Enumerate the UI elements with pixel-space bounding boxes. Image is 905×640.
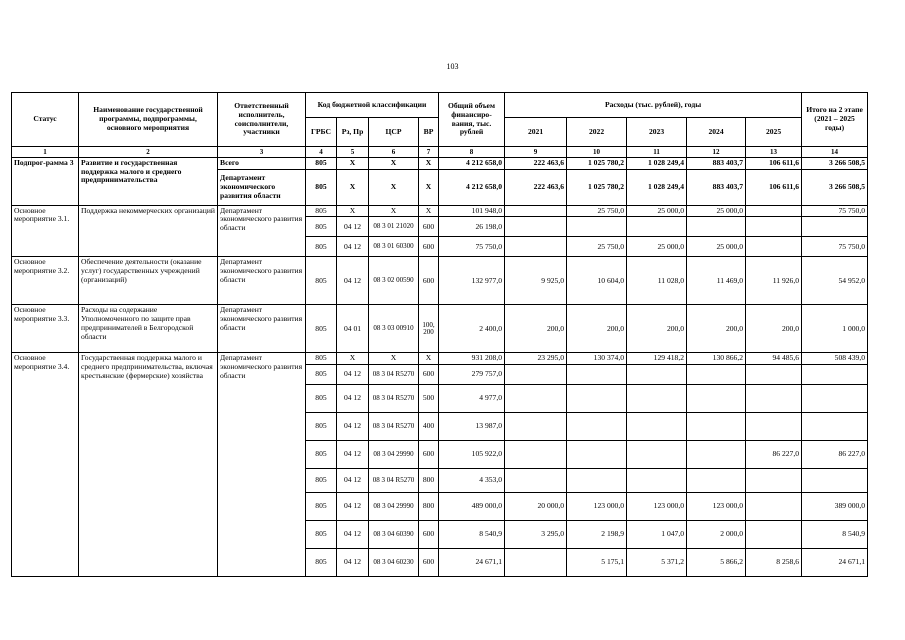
cell-vr: 800 [419, 469, 439, 493]
cell-2023: 5 371,2 [627, 549, 687, 577]
cell-total: 489 000,0 [439, 493, 505, 521]
cell-2025 [746, 469, 802, 493]
cell-rzpr: 04 12 [337, 413, 369, 441]
header-status: Статус [12, 93, 79, 147]
cell-total: 75 750,0 [439, 237, 505, 257]
cell-csr: 08 3 03 00910 [369, 305, 419, 353]
cell-2022: 25 750,0 [567, 237, 627, 257]
col-number: 10 [567, 147, 627, 158]
cell-2025 [746, 385, 802, 413]
cell-rzpr: 04 01 [337, 305, 369, 353]
row-status: Основное мероприятие 3.1. [12, 205, 79, 257]
cell-csr: X [369, 353, 419, 365]
cell-total: 132 977,0 [439, 257, 505, 305]
table-row [12, 305, 868, 353]
cell-total: 279 757,0 [439, 365, 505, 385]
cell-vr: 600 [419, 237, 439, 257]
header-total-funding: Общий объем финансиро-вания, тыс. рублей [439, 93, 505, 147]
cell-csr: X [369, 158, 419, 170]
cell-2023: 129 418,2 [627, 353, 687, 365]
cell-2022: 25 750,0 [567, 205, 627, 217]
cell-csr: 08 3 04 29990 [369, 493, 419, 521]
row-executor: Департамент экономического развития области [218, 205, 306, 257]
cell-rzpr: X [337, 158, 369, 170]
cell-2022: 200,0 [567, 305, 627, 353]
cell-2023: 11 028,0 [627, 257, 687, 305]
cell-stage-total: 75 750,0 [802, 205, 868, 217]
cell-2021: 23 295,0 [505, 353, 567, 365]
cell-vr: 800 [419, 493, 439, 521]
col-number: 7 [419, 147, 439, 158]
cell-csr: X [369, 205, 419, 217]
cell-vr: 600 [419, 549, 439, 577]
cell-grbs: 805 [306, 305, 337, 353]
row-name: Государственная поддержка малого и среднего предпринимательства, включая крестьянские (фермерские) хозяйства [79, 353, 218, 577]
col-number: 14 [802, 147, 868, 158]
cell-total: 4 353,0 [439, 469, 505, 493]
cell-csr: 08 3 04 R5270 [369, 469, 419, 493]
cell-2021 [505, 549, 567, 577]
cell-rzpr: 04 12 [337, 493, 369, 521]
cell-2022: 10 604,0 [567, 257, 627, 305]
row-name: Развитие и государственная поддержка малого и среднего предпринимательства [79, 158, 218, 206]
cell-grbs: 805 [306, 353, 337, 365]
cell-2024 [687, 365, 746, 385]
cell-rzpr: 04 12 [337, 237, 369, 257]
cell-2025: 8 258,6 [746, 549, 802, 577]
cell-stage-total: 54 952,0 [802, 257, 868, 305]
cell-2025: 106 611,6 [746, 169, 802, 205]
cell-total: 105 922,0 [439, 441, 505, 469]
cell-stage-total [802, 385, 868, 413]
header-year-2024: 2024 [687, 118, 746, 147]
cell-2022: 2 198,9 [567, 521, 627, 549]
cell-grbs: 805 [306, 413, 337, 441]
cell-grbs: 805 [306, 158, 337, 170]
cell-vr: 100, 200 [419, 305, 439, 353]
cell-2023 [627, 469, 687, 493]
cell-2022 [567, 413, 627, 441]
cell-2024: 5 866,2 [687, 549, 746, 577]
cell-vr: X [419, 353, 439, 365]
cell-total: 24 671,1 [439, 549, 505, 577]
cell-vr: 600 [419, 521, 439, 549]
col-number: 1 [12, 147, 79, 158]
cell-stage-total: 389 000,0 [802, 493, 868, 521]
row-executor: Всего [218, 158, 306, 170]
cell-2022 [567, 385, 627, 413]
cell-stage-total [802, 469, 868, 493]
cell-2023: 25 000,0 [627, 205, 687, 217]
cell-2021 [505, 237, 567, 257]
header-year-2022: 2022 [567, 118, 627, 147]
cell-rzpr: 04 12 [337, 217, 369, 237]
row-status: Подпрог-рамма 3 [12, 158, 79, 206]
cell-2021 [505, 441, 567, 469]
cell-2024: 25 000,0 [687, 205, 746, 217]
cell-csr: 08 3 01 60300 [369, 237, 419, 257]
cell-vr: X [419, 205, 439, 217]
cell-stage-total [802, 365, 868, 385]
cell-2025: 200,0 [746, 305, 802, 353]
cell-2025 [746, 237, 802, 257]
cell-2023: 1 047,0 [627, 521, 687, 549]
header-vr: ВР [419, 118, 439, 147]
cell-2025 [746, 493, 802, 521]
cell-total: 4 212 658,0 [439, 158, 505, 170]
cell-2021: 200,0 [505, 305, 567, 353]
cell-2021: 222 463,6 [505, 158, 567, 170]
cell-2023 [627, 413, 687, 441]
header-year-2021: 2021 [505, 118, 567, 147]
cell-vr: 600 [419, 257, 439, 305]
cell-grbs: 805 [306, 521, 337, 549]
page-number: 103 [446, 62, 459, 71]
cell-grbs: 805 [306, 385, 337, 413]
header-rzpr: Рз, Пр [337, 118, 369, 147]
cell-total: 13 987,0 [439, 413, 505, 441]
cell-2023 [627, 441, 687, 469]
col-number: 4 [306, 147, 337, 158]
cell-csr: 08 3 04 60390 [369, 521, 419, 549]
cell-grbs: 805 [306, 493, 337, 521]
row-name: Обеспечение деятельности (оказание услуг) государственных учреждений (организаций) [79, 257, 218, 305]
cell-grbs: 805 [306, 469, 337, 493]
cell-grbs: 805 [306, 205, 337, 217]
cell-2022: 130 374,0 [567, 353, 627, 365]
cell-2021 [505, 385, 567, 413]
cell-2021 [505, 365, 567, 385]
table-row [12, 205, 868, 217]
cell-2021 [505, 217, 567, 237]
cell-grbs: 805 [306, 549, 337, 577]
cell-2024: 2 000,0 [687, 521, 746, 549]
cell-rzpr: X [337, 169, 369, 205]
cell-2023: 1 028 249,4 [627, 158, 687, 170]
cell-2025 [746, 365, 802, 385]
cell-csr: 08 3 04 R5270 [369, 413, 419, 441]
header-name: Наименование государственной программы, подпрограммы, основного мероприятия [79, 93, 218, 147]
cell-2021: 9 925,0 [505, 257, 567, 305]
header-grbs: ГРБС [306, 118, 337, 147]
cell-stage-total [802, 217, 868, 237]
cell-2024: 130 866,2 [687, 353, 746, 365]
cell-2024: 883 403,7 [687, 169, 746, 205]
cell-total: 2 400,0 [439, 305, 505, 353]
cell-2024: 123 000,0 [687, 493, 746, 521]
cell-2023: 200,0 [627, 305, 687, 353]
cell-2022 [567, 469, 627, 493]
cell-vr: 600 [419, 441, 439, 469]
cell-2021 [505, 469, 567, 493]
cell-vr: X [419, 158, 439, 170]
cell-vr: 500 [419, 385, 439, 413]
cell-2024: 11 469,0 [687, 257, 746, 305]
header-expenses: Расходы (тыс. рублей), годы [505, 93, 802, 118]
cell-stage-total: 3 266 508,5 [802, 158, 868, 170]
cell-2022: 1 025 780,2 [567, 158, 627, 170]
cell-2023 [627, 365, 687, 385]
cell-total: 4 212 658,0 [439, 169, 505, 205]
cell-total: 26 198,0 [439, 217, 505, 237]
cell-csr: 08 3 04 60230 [369, 549, 419, 577]
header-csr: ЦСР [369, 118, 419, 147]
col-number: 9 [505, 147, 567, 158]
cell-2023 [627, 385, 687, 413]
cell-2025: 86 227,0 [746, 441, 802, 469]
cell-grbs: 805 [306, 441, 337, 469]
cell-2025 [746, 205, 802, 217]
cell-stage-total: 508 439,0 [802, 353, 868, 365]
cell-vr: 600 [419, 365, 439, 385]
cell-vr: 600 [419, 217, 439, 237]
header-year-2023: 2023 [627, 118, 687, 147]
cell-2021: 20 000,0 [505, 493, 567, 521]
cell-2022 [567, 365, 627, 385]
header-stage-total: Итого на 2 этапе (2021 – 2025 годы) [802, 93, 868, 147]
cell-rzpr: 04 12 [337, 257, 369, 305]
cell-csr: 08 3 04 29990 [369, 441, 419, 469]
cell-total: 4 977,0 [439, 385, 505, 413]
col-number: 5 [337, 147, 369, 158]
cell-grbs: 805 [306, 257, 337, 305]
cell-csr: 08 3 02 00590 [369, 257, 419, 305]
header-year-2025: 2025 [746, 118, 802, 147]
cell-grbs: 805 [306, 237, 337, 257]
cell-2022 [567, 217, 627, 237]
cell-rzpr: 04 12 [337, 521, 369, 549]
cell-2023 [627, 217, 687, 237]
cell-rzpr: X [337, 205, 369, 217]
cell-2025: 11 926,0 [746, 257, 802, 305]
cell-vr: X [419, 169, 439, 205]
cell-rzpr: X [337, 353, 369, 365]
cell-2022: 5 175,1 [567, 549, 627, 577]
cell-stage-total: 86 227,0 [802, 441, 868, 469]
cell-csr: X [369, 169, 419, 205]
cell-stage-total [802, 413, 868, 441]
cell-2024 [687, 385, 746, 413]
col-number: 8 [439, 147, 505, 158]
cell-2021: 3 295,0 [505, 521, 567, 549]
table-row [12, 257, 868, 305]
header-budget-code: Код бюджетной классификации [306, 93, 439, 118]
cell-2025 [746, 521, 802, 549]
cell-csr: 08 3 04 R5270 [369, 365, 419, 385]
cell-2025 [746, 217, 802, 237]
cell-2024: 200,0 [687, 305, 746, 353]
cell-2021 [505, 413, 567, 441]
cell-2024 [687, 441, 746, 469]
cell-grbs: 805 [306, 365, 337, 385]
cell-rzpr: 04 12 [337, 469, 369, 493]
col-number: 12 [687, 147, 746, 158]
cell-total: 101 948,0 [439, 205, 505, 217]
cell-2022 [567, 441, 627, 469]
cell-stage-total: 1 000,0 [802, 305, 868, 353]
col-number: 11 [627, 147, 687, 158]
cell-2024: 883 403,7 [687, 158, 746, 170]
col-number: 13 [746, 147, 802, 158]
cell-rzpr: 04 12 [337, 365, 369, 385]
cell-total: 931 208,0 [439, 353, 505, 365]
header-executor: Ответственный исполнитель, соисполнители, участники [218, 93, 306, 147]
cell-2023: 1 028 249,4 [627, 169, 687, 205]
cell-2024: 25 000,0 [687, 237, 746, 257]
cell-2025 [746, 413, 802, 441]
cell-2024 [687, 413, 746, 441]
cell-2023: 123 000,0 [627, 493, 687, 521]
row-status: Основное мероприятие 3.2. [12, 257, 79, 305]
row-name: Расходы на содержание Уполномоченного по защите прав предпринимателей в Белгородской области [79, 305, 218, 353]
cell-grbs: 805 [306, 169, 337, 205]
cell-csr: 08 3 01 21020 [369, 217, 419, 237]
table-row [12, 158, 868, 170]
cell-rzpr: 04 12 [337, 385, 369, 413]
cell-2021 [505, 205, 567, 217]
row-status: Основное мероприятие 3.3. [12, 305, 79, 353]
row-name: Поддержка некоммерческих организаций [79, 205, 218, 257]
cell-rzpr: 04 12 [337, 441, 369, 469]
cell-2022: 123 000,0 [567, 493, 627, 521]
cell-vr: 400 [419, 413, 439, 441]
row-executor: Департамент экономического развития области [218, 305, 306, 353]
col-number: 2 [79, 147, 218, 158]
cell-2024 [687, 469, 746, 493]
cell-stage-total: 8 540,9 [802, 521, 868, 549]
budget-table [11, 92, 868, 577]
row-executor: Департамент экономического развития области [218, 353, 306, 577]
row-executor: Департамент экономического развития области [218, 257, 306, 305]
cell-stage-total: 24 671,1 [802, 549, 868, 577]
cell-stage-total: 75 750,0 [802, 237, 868, 257]
cell-rzpr: 04 12 [337, 549, 369, 577]
cell-2025: 94 485,6 [746, 353, 802, 365]
cell-stage-total: 3 266 508,5 [802, 169, 868, 205]
cell-total: 8 540,9 [439, 521, 505, 549]
cell-csr: 08 3 04 R5270 [369, 385, 419, 413]
cell-2025: 106 611,6 [746, 158, 802, 170]
cell-2021: 222 463,6 [505, 169, 567, 205]
row-status: Основное мероприятие 3.4. [12, 353, 79, 577]
cell-grbs: 805 [306, 217, 337, 237]
cell-2023: 25 000,0 [627, 237, 687, 257]
row-executor: Департамент экономического развития области [218, 169, 306, 205]
cell-2022: 1 025 780,2 [567, 169, 627, 205]
table-row [12, 353, 868, 365]
col-number: 3 [218, 147, 306, 158]
cell-2024 [687, 217, 746, 237]
col-number: 6 [369, 147, 419, 158]
